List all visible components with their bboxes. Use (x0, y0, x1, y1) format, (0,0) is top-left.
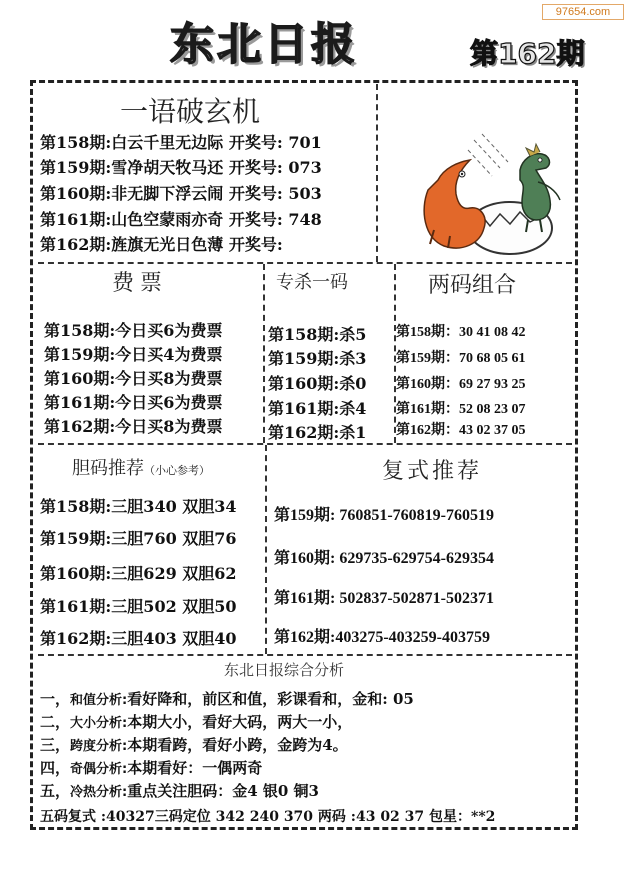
dan-ma-row: 第160期:三胆629 双胆62 (40, 564, 237, 583)
zhuan-sha-row: 第159期:杀3 (268, 349, 367, 368)
section1-row: 第161期:山色空蒙雨亦奇 开奖号: 748 (40, 210, 322, 229)
fu-shi-row: 第160期: 629735-629754-629354 (274, 550, 494, 567)
zhuan-sha-row: 第161期:杀4 (268, 399, 367, 418)
dan-ma-title (72, 454, 210, 480)
fei-piao-title: 费票 (112, 271, 169, 296)
analysis-text: 本期看好：一偶两奇 (127, 759, 263, 777)
divider-v-top (376, 84, 378, 262)
liang-ma-row: 第162期：43 02 37 05 (396, 423, 526, 438)
fu-shi-row: 第162期:403275-403259-403759 (274, 629, 490, 646)
fei-piao-row: 第159期:今日买4为费票 (44, 345, 223, 364)
analysis-key: 奇偶分析: (70, 762, 128, 777)
section1-row: 第158期:白云千里无边际 开奖号: 701 (40, 133, 322, 152)
analysis-row (40, 711, 352, 732)
analysis-key: 大小分析: (70, 716, 128, 731)
liang-ma-title: 两码组合 (428, 273, 517, 298)
divider-v-mid1 (263, 264, 265, 443)
analysis-num: 一， (40, 690, 71, 708)
dinosaur-illustration (410, 120, 570, 255)
section1-title: 一语破玄机 (120, 95, 261, 128)
liang-ma-row: 第158期：30 41 08 42 (396, 325, 526, 340)
divider-h3 (38, 654, 572, 656)
dan-ma-row: 第161期:三胆502 双胆50 (40, 597, 237, 616)
analysis-title: 东北日报综合分析 (224, 661, 345, 679)
divider-h1 (38, 262, 572, 264)
analysis-row (40, 734, 348, 755)
divider-h2 (38, 443, 572, 445)
issue-number: 第162期 (470, 37, 585, 70)
analysis-num: 三， (40, 736, 71, 754)
analysis-key: 冷热分析: (70, 785, 128, 800)
section1-row: 第159期:雪净胡天牧马还 开奖号: 073 (40, 158, 322, 177)
analysis-text: 重点关注胆码：金4 银0 铜3 (127, 782, 319, 800)
dan-ma-row: 第159期:三胆760 双胆76 (40, 529, 237, 548)
analysis-num: 五， (40, 782, 71, 800)
analysis-row (40, 780, 319, 801)
analysis-text: 本期看跨，看好小跨，金跨为4。 (127, 736, 348, 754)
analysis-num: 二， (40, 713, 71, 731)
fei-piao-row: 第161期:今日买6为费票 (44, 393, 223, 412)
fu-shi-row: 第159期: 760851-760819-760519 (274, 507, 494, 524)
fei-piao-row: 第158期:今日买6为费票 (44, 321, 223, 340)
dan-ma-note: （小心参考） (144, 464, 210, 477)
analysis-key: 跨度分析: (70, 739, 128, 754)
analysis-bottom-row: 五码复式 :40327三码定位 342 240 370 两码 :43 02 37 包星：**2 (40, 809, 496, 825)
analysis-row (40, 688, 414, 709)
zhuan-sha-title: 专杀一码 (276, 272, 348, 293)
fu-shi-row: 第161期: 502837-502871-502371 (274, 590, 494, 607)
masthead-title: 东北日报 (170, 19, 358, 70)
analysis-row (40, 757, 262, 778)
fei-piao-row: 第160期:今日买8为费票 (44, 369, 223, 388)
analysis-text: 本期大小，看好大码，两大一小， (127, 713, 353, 731)
dan-ma-title-text: 胆码推荐 (72, 458, 144, 479)
liang-ma-row: 第159期：70 68 05 61 (396, 351, 526, 366)
section1-row: 第160期:非无脚下浮云闹 开奖号: 503 (40, 184, 322, 203)
dan-ma-row: 第162期:三胆403 双胆40 (40, 629, 237, 648)
liang-ma-row: 第160期：69 27 93 25 (396, 377, 526, 392)
analysis-num: 四， (40, 759, 71, 777)
zhuan-sha-row: 第158期:杀5 (268, 325, 367, 344)
fei-piao-row: 第162期:今日买8为费票 (44, 417, 223, 436)
section1-row: 第162期:旌旗无光日色薄 开奖号: (40, 235, 283, 254)
analysis-key: 和值分析: (70, 693, 128, 708)
divider-v-lower (265, 445, 267, 654)
fu-shi-title: 复式推荐 (382, 459, 483, 484)
analysis-text: 看好降和，前区和值，彩课看和，金和: 05 (127, 690, 414, 708)
dan-ma-row: 第158期:三胆340 双胆34 (40, 497, 237, 516)
zhuan-sha-row: 第162期:杀1 (268, 423, 367, 442)
site-watermark: 97654.com (542, 4, 624, 20)
zhuan-sha-row: 第160期:杀0 (268, 374, 367, 393)
liang-ma-row: 第161期：52 08 23 07 (396, 402, 526, 417)
